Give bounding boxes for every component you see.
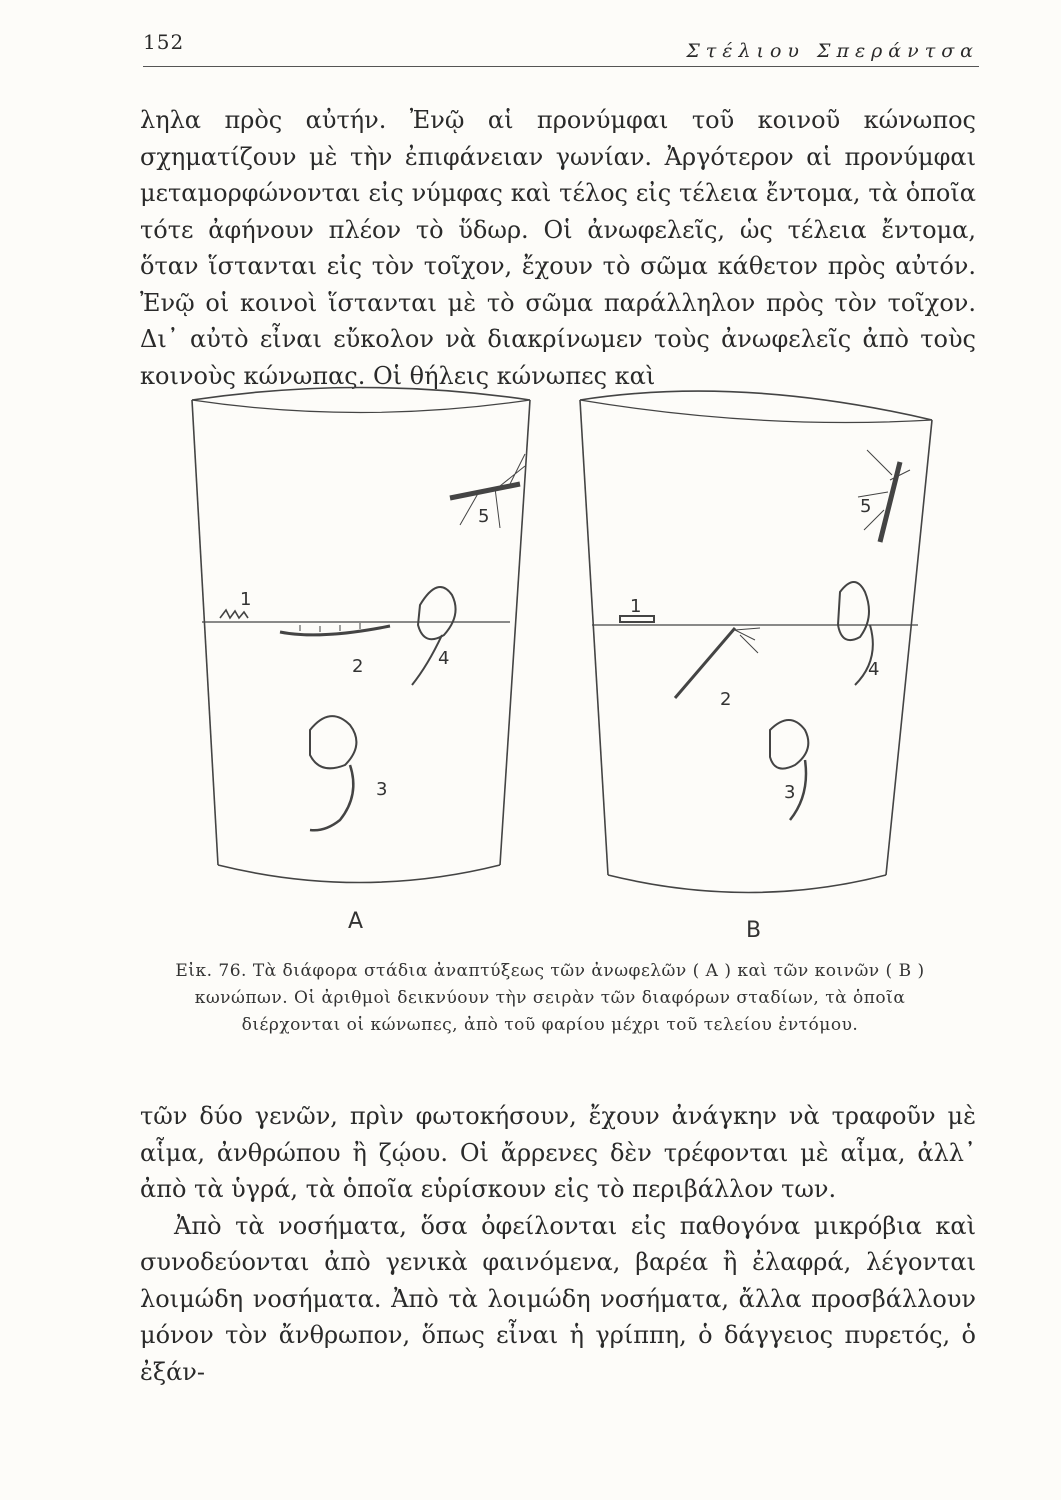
figure-76	[180, 380, 970, 940]
stage-b-1: 1	[630, 596, 642, 617]
stage-b-2: 2	[720, 689, 732, 710]
page-number: 152	[143, 30, 185, 54]
stage-a-1: 1	[240, 589, 252, 610]
stage-a-3: 3	[376, 779, 388, 800]
paragraph-3: Ἀπὸ τὰ νοσήματα, ὅσα ὀφείλονται εἰς παθογόνα μικρόβια καὶ συνοδεύονται ἀπὸ γενικὰ φαινόμενα, βαρέα ἢ ἐλαφρά, λέγονται λοιμώδη νοσήματα. Ἀπὸ τὰ λοιμώδη νοσήματα, ἄλλα προσβάλλουν μόνον τὸν ἄνθρωπον, ὅπως εἶναι ἡ γρίππη, ὁ δάγγειος πυρετός, ὁ ἐξάν-	[140, 1211, 976, 1386]
body-paragraph-bottom	[140, 1098, 976, 1390]
stage-a-4: 4	[438, 648, 450, 669]
stage-b-3: 3	[784, 782, 796, 803]
glass-b	[580, 391, 932, 892]
running-head: Στέλιου Σπεράντσα	[686, 40, 979, 62]
glass-a	[192, 388, 530, 883]
stage-a-5: 5	[478, 506, 490, 527]
larva-a	[280, 626, 390, 635]
paragraph-1: ληλα πρὸς αὐτήν. Ἐνῷ αἱ προνύμφαι τοῦ κοινοῦ κώνωπος σχηματίζουν μὲ τὴν ἐπιφάνειαν γωνίαν. Ἀργότερον αἱ προνύμφαι μεταμορφώνονται εἰς νύμφας καὶ τέλος εἰς τέλεια ἔντομα, τὰ ὁποῖα τότε ἀφήνουν πλέον τὸ ὕδωρ. Οἱ ἀνωφελεῖς, ὡς τέλεια ἔντομα, ὅταν ἵστανται εἰς τὸν τοῖχον, ἔχουν τὸ σῶμα κάθετον πρὸς αὐτόν. Ἐνῷ οἱ κοινοὶ ἵστανται μὲ τὸ σῶμα παράλληλον πρὸς τὸν τοῖχον. Δι᾽ αὐτὸ εἶναι εὔκολον νὰ διακρίνωμεν τοὺς ἀνωφελεῖς ἀπὸ τοὺς κοινοὺς κώνωπας. Οἱ θήλεις κώνωπες καὶ	[140, 106, 976, 390]
adult-culex	[880, 462, 900, 542]
stage-b-5: 5	[860, 496, 872, 517]
body-paragraph-top	[140, 102, 976, 394]
pupa-lower-b	[770, 720, 808, 769]
larva-b	[675, 628, 735, 698]
adult-anopheles	[450, 484, 520, 498]
stage-b-4: 4	[868, 659, 880, 680]
stage-a-2: 2	[352, 656, 364, 677]
figure-caption: Εἰκ. 76. Τὰ διάφορα στάδια ἀναπτύξεως τῶν ἀνωφελῶν ( Α ) καὶ τῶν κοινῶν ( Β ) κωνώπων. Οἱ ἀριθμοὶ δεικνύουν τὴν σειρὰν τῶν διαφόρων σταδίων, τὰ ὁποῖα διέρχονται οἱ κώνωπες, ἀπὸ τοῦ φαρίου μέχρι τοῦ τελείου ἐντόμου.	[175, 961, 925, 1035]
mosquito-stages-illustration	[180, 380, 970, 940]
pupa-lower-a	[310, 716, 356, 768]
pupa-b	[838, 582, 869, 640]
header-rule	[143, 66, 979, 67]
egg-raft-a	[220, 610, 248, 618]
label-a: A	[348, 909, 364, 934]
paragraph-2: τῶν δύο γενῶν, πρὶν φωτοκήσουν, ἔχουν ἀνάγκην νὰ τραφοῦν μὲ αἷμα, ἀνθρώπου ἢ ζῴου. Οἱ ἄρρενες δὲν τρέφονται μὲ αἷμα, ἀλλ᾽ ἀπὸ τὰ ὑγρά, τὰ ὁποῖα εὑρίσκουν εἰς τὸ περιβάλλον των.	[140, 1102, 976, 1203]
pupa-a	[418, 587, 456, 639]
label-b: B	[746, 918, 762, 940]
